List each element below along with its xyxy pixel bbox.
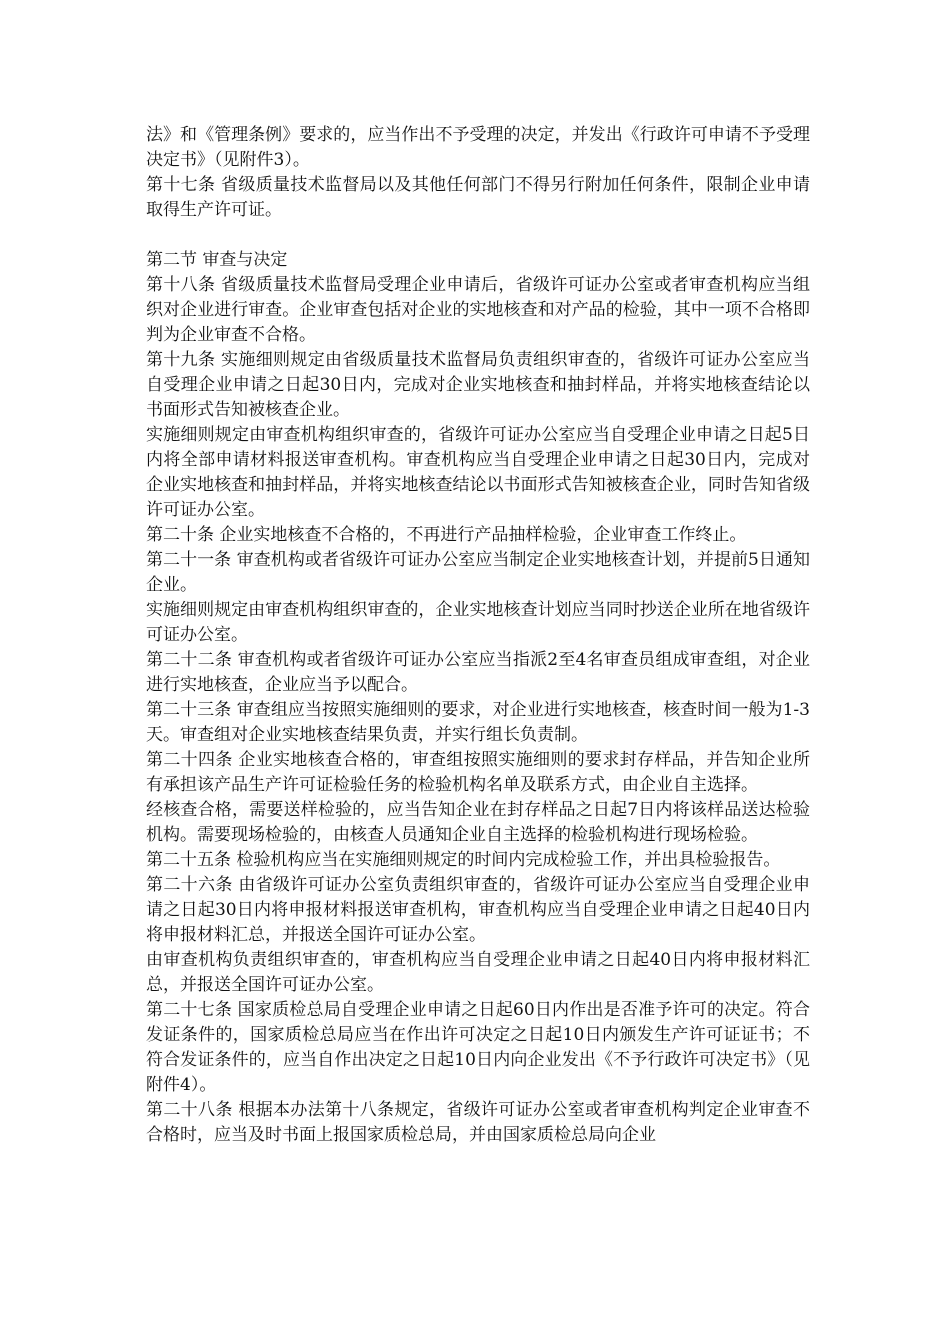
article-24: 第二十四条 企业实地核查合格的，审查组按照实施细则的要求封存样品，并告知企业所有承担该产品生产许可证检验任务的检验机构名单及联系方式，由企业自主选择。 xyxy=(146,750,810,795)
article-17: 第十七条 省级质量技术监督局以及其他任何部门不得另行附加任何条件，限制企业申请取得生产许可证。 xyxy=(146,175,810,220)
article-26: 第二十六条 由省级许可证办公室负责组织审查的，省级许可证办公室应当自受理企业申请之日起30日内将申报材料报送审查机构，审查机构应当自受理企业申请之日起40日内将申报材料汇总，并报送全国许可证办公室。 xyxy=(146,875,810,945)
article-27: 第二十七条 国家质检总局自受理企业申请之日起60日内作出是否准予许可的决定。符合发证条件的，国家质检总局应当在作出许可决定之日起10日内颁发生产许可证证书；不符合发证条件的，应当自作出决定之日起10日内向企业发出《不予行政许可决定书》（见附件4）。 xyxy=(146,1000,810,1095)
article-25: 第二十五条 检验机构应当在实施细则规定的时间内完成检验工作，并出具检验报告。 xyxy=(146,850,781,870)
document-body xyxy=(146,123,810,1148)
article-19-para-2: 实施细则规定由审查机构组织审查的，省级许可证办公室应当自受理企业申请之日起5日内将全部申请材料报送审查机构。审查机构应当自受理企业申请之日起30日内，完成对企业实地核查和抽封样品，并将实地核查结论以书面形式告知被核查企业，同时告知省级许可证办公室。 xyxy=(146,425,810,520)
paragraph-continuation: 法》和《管理条例》要求的，应当作出不予受理的决定，并发出《行政许可申请不予受理决定书》（见附件3）。 xyxy=(146,125,810,170)
article-28: 第二十八条 根据本办法第十八条规定，省级许可证办公室或者审查机构判定企业审查不合格时，应当及时书面上报国家质检总局，并由国家质检总局向企业 xyxy=(146,1100,810,1145)
article-21-para-2: 实施细则规定由审查机构组织审查的，企业实地核查计划应当同时抄送企业所在地省级许可证办公室。 xyxy=(146,600,810,645)
section-heading: 第二节 审查与决定 xyxy=(146,250,288,270)
article-22: 第二十二条 审查机构或者省级许可证办公室应当指派2至4名审查员组成审查组，对企业进行实地核查，企业应当予以配合。 xyxy=(146,650,810,695)
article-24-para-2: 经核查合格，需要送样检验的，应当告知企业在封存样品之日起7日内将该样品送达检验机构。需要现场检验的，由核查人员通知企业自主选择的检验机构进行现场检验。 xyxy=(146,800,810,845)
article-20: 第二十条 企业实地核查不合格的，不再进行产品抽样检验，企业审查工作终止。 xyxy=(146,525,747,545)
article-21: 第二十一条 审查机构或者省级许可证办公室应当制定企业实地核查计划，并提前5日通知企业。 xyxy=(146,550,810,595)
article-23: 第二十三条 审查组应当按照实施细则的要求，对企业进行实地核查，核查时间一般为1-3天。审查组对企业实地核查结果负责，并实行组长负责制。 xyxy=(146,700,810,745)
article-26-para-2: 由审查机构负责组织审查的，审查机构应当自受理企业申请之日起40日内将申报材料汇总，并报送全国许可证办公室。 xyxy=(146,950,810,995)
article-19: 第十九条 实施细则规定由省级质量技术监督局负责组织审查的，省级许可证办公室应当自受理企业申请之日起30日内，完成对企业实地核查和抽封样品，并将实地核查结论以书面形式告知被核查企业。 xyxy=(146,350,810,420)
article-18: 第十八条 省级质量技术监督局受理企业申请后，省级许可证办公室或者审查机构应当组织对企业进行审查。企业审查包括对企业的实地核查和对产品的检验，其中一项不合格即判为企业审查不合格。 xyxy=(146,275,810,345)
blank-line xyxy=(146,223,810,248)
